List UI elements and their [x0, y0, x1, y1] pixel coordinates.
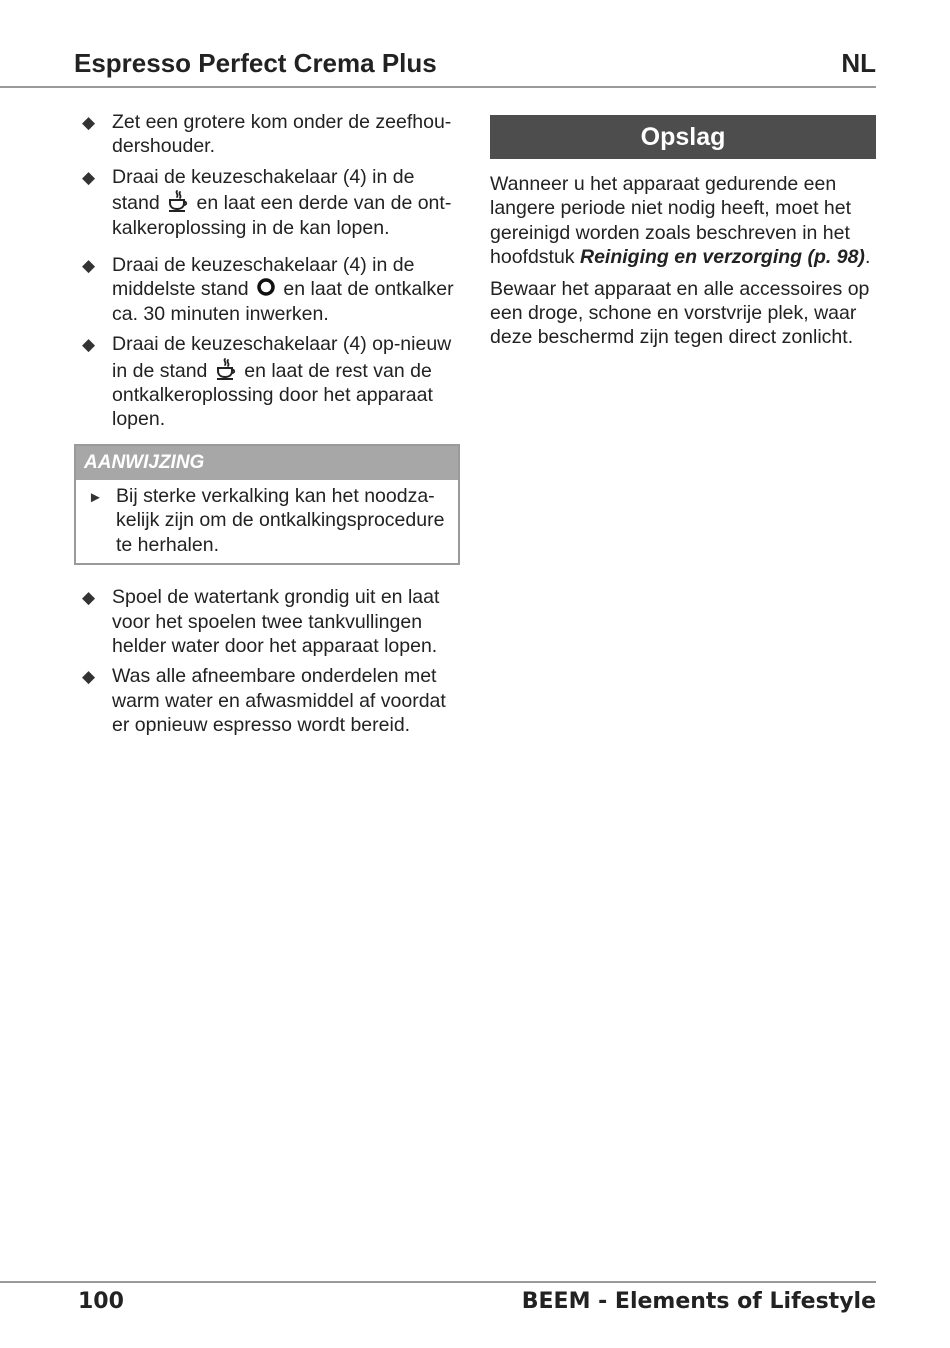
note-text: Bij sterke verkalking kan het noodza-kelijk zijn om de ontkalkingsprocedure te herhalen.: [116, 484, 445, 556]
list-item: [74, 585, 460, 658]
list-item-text: en laat de ontkalker ca. 30 minuten inwerken.: [112, 278, 454, 325]
list-item: [74, 332, 460, 432]
list-item-text: en laat een derde van de ont-kalkeroplossing in de kan lopen.: [112, 192, 452, 239]
diamond-bullet-icon: ◆: [82, 667, 96, 687]
paragraph: [490, 172, 876, 270]
diamond-bullet-icon: ◆: [82, 335, 96, 355]
section-heading: Opslag: [490, 115, 876, 159]
note-body: [76, 480, 458, 563]
paragraph-text: .: [864, 246, 871, 269]
cup-steam-icon: [214, 357, 238, 381]
left-column: [74, 110, 460, 738]
footer-divider: [0, 1281, 876, 1283]
list-item: [74, 664, 460, 737]
brand-name: BEEM - Elements of Lifestyle: [521, 1289, 876, 1314]
paragraph-text: Wanneer u het apparaat gedurende een langere periode niet nodig heeft, moet het gereinigd worden zoals beschreven in het hoofdstuk: [490, 173, 852, 269]
header-divider: [0, 86, 876, 88]
list-item-text: Draai de keuzeschakelaar (4) op-nieuw in de stand: [112, 333, 452, 382]
list-item: [74, 165, 460, 240]
instruction-list-b: [74, 585, 460, 737]
diamond-bullet-icon: ◆: [82, 113, 96, 132]
right-column: [490, 115, 876, 350]
list-item-text: Draai de keuzeschakelaar (4) in de stand: [112, 165, 415, 215]
instruction-list-a: [74, 110, 460, 432]
triangle-bullet-icon: ►: [88, 488, 103, 506]
list-item-text: Spoel de watertank grondig uit en laat voor het spoelen twee tankvullingen helder water door het apparaat lopen.: [112, 586, 440, 657]
language-code: NL: [841, 48, 876, 78]
list-item-text: Zet een grotere kom onder de zeefhou-dershouder.: [112, 111, 452, 158]
note-heading: AANWIJZING: [76, 446, 458, 480]
list-item-text: Was alle afneembare onderdelen met warm water en afwasmiddel af voordat er opnieuw espresso wordt bereid.: [112, 665, 446, 737]
document-title: Espresso Perfect Crema Plus: [74, 48, 437, 78]
chapter-reference: Reiniging en verzorging (p. 98): [579, 246, 865, 269]
cup-steam-icon: [166, 189, 190, 213]
paragraph: [490, 277, 876, 350]
ring-icon: [256, 277, 276, 297]
note-box: [74, 444, 460, 565]
list-item-text: en laat de rest van de ontkalkeroplossing door het apparaat lopen.: [112, 359, 433, 431]
diamond-bullet-icon: ◆: [82, 256, 96, 276]
paragraph-text: Bewaar het apparaat en alle accessoires op een droge, schone en vorstvrije plek, waar deze beschermd zijn tegen direct zonlicht.: [490, 277, 870, 349]
list-item: [74, 253, 460, 326]
list-item-text: Draai de keuzeschakelaar (4) in de middelste stand: [112, 254, 415, 301]
list-item: [74, 110, 460, 159]
diamond-bullet-icon: ◆: [82, 167, 96, 187]
page-number: 100: [78, 1289, 124, 1314]
diamond-bullet-icon: ◆: [82, 588, 96, 608]
page-header: [0, 0, 950, 88]
